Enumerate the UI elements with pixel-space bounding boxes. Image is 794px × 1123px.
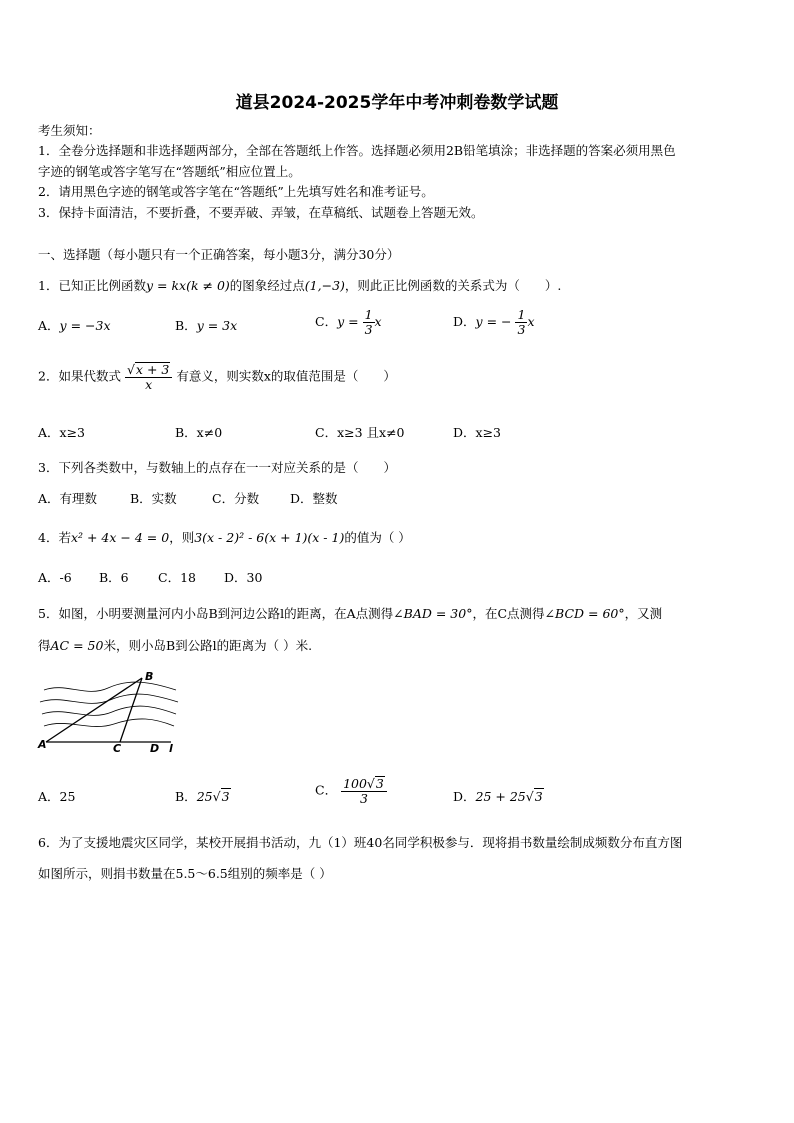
q1-option-d[interactable]: D．y = − $\frac{1}{3}$ x [453, 307, 535, 337]
q3-option-c[interactable]: C．分数 [212, 491, 260, 506]
q4-option-d[interactable]: D．30 [224, 570, 263, 585]
length-ac: AC = 50 [50, 638, 104, 653]
angle-bcd: ∠BCD = 60° [544, 606, 625, 621]
q5-option-b[interactable]: B．25√3 [175, 789, 230, 804]
q1-option-b[interactable] [175, 316, 237, 334]
q4-mid: ，则 [169, 530, 195, 545]
q4-option-b[interactable]: B．6 [99, 570, 129, 585]
fraction: $\frac{1}{3}$ [364, 307, 373, 337]
q2-post: 有意义，则实数x的取值范围是（ ） [176, 368, 396, 384]
q4-post: 的值为（ ） [344, 530, 411, 545]
angle-bad: ∠BAD = 30° [393, 606, 473, 621]
q1-function: y = kx(k ≠ 0) [145, 278, 230, 293]
option-value: y = −3x [59, 318, 111, 333]
notice-item: 1．全卷分选择题和非选择题两部分，全部在答题纸上作答。选择题必须用2B铅笔填涂；非选择题的答案必须用黑色 [38, 143, 676, 158]
q3-option-a[interactable]: A．有理数 [38, 491, 98, 506]
question-5-line-2: 得AC = 50米，则小岛B到公路l的距离为（ ）米. [38, 638, 313, 653]
question-2 [38, 362, 396, 392]
q5-option-c[interactable]: C． $\frac{100√3}{3}$ [315, 776, 387, 806]
section-heading: 一、选择题（每小题只有一个正确答案，每小题3分，满分30分） [38, 247, 400, 262]
notice-item: 字迹的钢笔或答字笔写在“答题纸”相应位置上。 [38, 164, 301, 179]
q2-option-d[interactable]: D．x≥3 [453, 425, 501, 440]
river-wave [44, 719, 174, 727]
q3-option-d[interactable]: D．整数 [290, 491, 338, 506]
q1-option-a[interactable] [38, 316, 111, 334]
river-diagram [36, 668, 186, 754]
label-c: C [113, 742, 122, 754]
q3-option-b[interactable]: B．实数 [130, 491, 177, 506]
q2-option-b[interactable]: B．x≠0 [175, 425, 223, 440]
option-label: D． [453, 313, 476, 329]
question-6-line-2: 如图所示，则捐书数量在5.5～6.5组别的频率是（ ） [38, 866, 332, 881]
option-label: A． [38, 318, 60, 333]
label-a: A [38, 738, 47, 751]
question-4 [38, 528, 411, 546]
notice-item: 3．保持卡面清洁，不要折叠，不要弄破、弄皱，在草稿纸、试题卷上答题无效。 [38, 205, 484, 220]
option-value: y = [337, 313, 359, 329]
option-value: y = − [475, 313, 512, 329]
option-value: y = 3x [196, 318, 238, 333]
q2-option-a[interactable]: A．x≥3 [38, 425, 86, 440]
question-3: 3．下列各类数中，与数轴上的点存在一一对应关系的是（ ） [38, 460, 396, 475]
q4-expression: 3(x - 2)² - 6(x + 1)(x - 1) [194, 530, 345, 545]
q1-pre: 1．已知正比例函数 [38, 278, 146, 293]
fraction: $\frac{1}{3}$ [517, 307, 526, 337]
fraction: $\frac{100√3}{3}$ [341, 776, 387, 806]
q4-option-c[interactable]: C．18 [158, 570, 196, 585]
river-wave [44, 682, 176, 691]
q1-mid: 的图象经过点 [229, 278, 305, 293]
q4-option-a[interactable]: A．-6 [38, 570, 72, 585]
option-label: B． [175, 318, 197, 333]
label-b: B [145, 670, 154, 683]
q1-option-c[interactable]: C．y = $\frac{1}{3}$ x [315, 307, 382, 337]
q2-option-c[interactable]: C．x≥3 且x≠0 [315, 425, 405, 440]
q4-pre: 4．若 [38, 530, 71, 545]
notice-heading: 考生须知： [38, 123, 101, 138]
q5-option-a[interactable]: A．25 [38, 789, 76, 804]
q2-fraction: $\frac{√x + 3}{x}$ [125, 362, 172, 392]
question-5-line-1: 5．如图，小明要测量河内小岛B到河边公路l的距离，在A点测得∠BAD = 30°，在C点测得∠BCD = 60°，又测 [38, 606, 663, 621]
option-label: C． [315, 313, 338, 329]
page-title: 道县2024-2025学年中考冲刺卷数学试题 [235, 93, 559, 113]
question-1 [38, 276, 561, 294]
segment-cb [120, 678, 142, 742]
question-6-line-1: 6．为了支援地震灾区同学，某校开展捐书活动，九（1）班40名同学积极参与．现将捐书数量绘制成频数分布直方图 [38, 835, 683, 850]
label-l: l [169, 742, 173, 754]
q4-condition: x² + 4x − 4 = 0 [70, 530, 170, 545]
notice-item: 2．请用黑色字迹的钢笔或答字笔在“答题纸”上先填写姓名和准考证号。 [38, 184, 434, 199]
q2-pre: 2．如果代数式 [38, 368, 121, 384]
river-wave [40, 694, 178, 703]
label-d: D [150, 742, 160, 754]
river-wave [42, 706, 176, 715]
q5-option-d[interactable]: D．25 + 25√3 [453, 789, 543, 804]
q1-point: (1,−3) [304, 278, 345, 293]
q1-post: ，则此正比例函数的关系式为（ ）. [344, 278, 562, 293]
